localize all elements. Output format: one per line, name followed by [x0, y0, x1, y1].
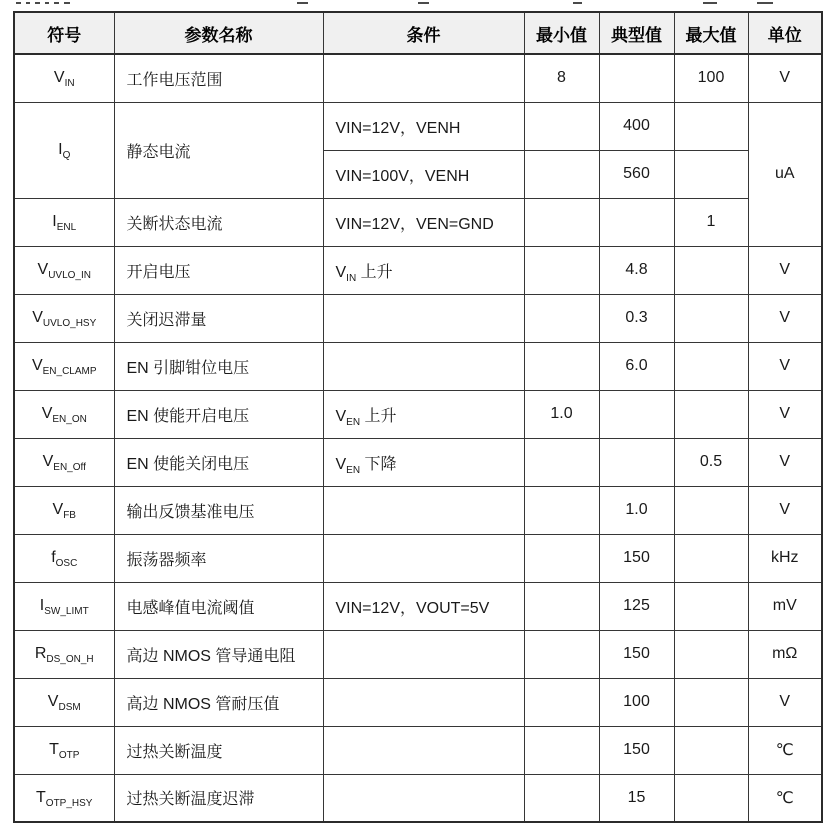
cell-max [674, 246, 748, 294]
cell-max [674, 294, 748, 342]
column-header-unit: 单位 [748, 12, 822, 54]
cell-param: 高边 NMOS 管耐压值 [114, 678, 323, 726]
cell-typ: 4.8 [599, 246, 674, 294]
cell-max [674, 726, 748, 774]
column-header-max: 最大值 [674, 12, 748, 54]
cell-min [524, 102, 599, 150]
cell-max [674, 486, 748, 534]
table-header [14, 12, 822, 54]
cell-typ: 150 [599, 630, 674, 678]
cell-unit: ℃ [748, 774, 822, 822]
cell-max [674, 678, 748, 726]
cell-symbol: $V_{UVLO\_HSY}$ [14, 294, 114, 342]
table-row [14, 102, 822, 150]
cell-cond [323, 54, 524, 102]
cell-unit: kHz [748, 534, 822, 582]
table-body [14, 54, 822, 822]
cell-min [524, 774, 599, 822]
table-row [14, 294, 822, 342]
cell-unit: uA [748, 102, 822, 246]
cell-cond: $V_{IN}$ 上升 [323, 246, 524, 294]
cell-cond [323, 294, 524, 342]
cell-symbol: $I_Q$ [14, 102, 114, 198]
cell-symbol: $R_{DS\_ON\_H}$ [14, 630, 114, 678]
cell-cond [323, 726, 524, 774]
cell-symbol: $V_{EN\_ON}$ [14, 390, 114, 438]
cell-unit: V [748, 54, 822, 102]
cell-symbol: $V_{IN}$ [14, 54, 114, 102]
cell-typ: 6.0 [599, 342, 674, 390]
cell-param: 关闭迟滞量 [114, 294, 323, 342]
cell-min [524, 534, 599, 582]
column-header-param: 参数名称 [114, 12, 323, 54]
cell-symbol: $V_{EN\_Off}$ [14, 438, 114, 486]
cell-unit: V [748, 246, 822, 294]
cell-typ: 15 [599, 774, 674, 822]
cell-min [524, 678, 599, 726]
cell-symbol: $T_{OTP}$ [14, 726, 114, 774]
table-row [14, 54, 822, 102]
cell-min [524, 246, 599, 294]
column-header-symbol: 符号 [14, 12, 114, 54]
cell-unit: V [748, 390, 822, 438]
cell-param: EN 引脚钳位电压 [114, 342, 323, 390]
cell-cond [323, 534, 524, 582]
table-row [14, 342, 822, 390]
cell-unit: mV [748, 582, 822, 630]
cell-unit: V [748, 678, 822, 726]
table-row [14, 630, 822, 678]
electrical-characteristics-table [13, 11, 823, 823]
cell-cond: $V_{EN}$ 下降 [323, 438, 524, 486]
table-row [14, 390, 822, 438]
cell-min [524, 486, 599, 534]
cell-typ [599, 390, 674, 438]
table-row [14, 198, 822, 246]
cell-min [524, 342, 599, 390]
cell-max [674, 774, 748, 822]
cell-param: 高边 NMOS 管导通电阻 [114, 630, 323, 678]
cell-cond [323, 678, 524, 726]
cell-param: 工作电压范围 [114, 54, 323, 102]
cell-min [524, 630, 599, 678]
column-header-typ: 典型值 [599, 12, 674, 54]
cell-param: 过热关断温度迟滞 [114, 774, 323, 822]
cell-unit: V [748, 438, 822, 486]
cell-typ: 560 [599, 150, 674, 198]
cell-max [674, 102, 748, 150]
cell-unit: ℃ [748, 726, 822, 774]
cell-cond [323, 774, 524, 822]
cell-max [674, 390, 748, 438]
cell-param: 过热关断温度 [114, 726, 323, 774]
cell-cond [323, 486, 524, 534]
cell-typ [599, 54, 674, 102]
table-row [14, 486, 822, 534]
cell-symbol: $V_{UVLO\_IN}$ [14, 246, 114, 294]
table-header-row [14, 12, 822, 54]
cell-symbol: $V_{DSM}$ [14, 678, 114, 726]
cell-min [524, 294, 599, 342]
cell-min [524, 198, 599, 246]
cell-max: 100 [674, 54, 748, 102]
cell-min: 1.0 [524, 390, 599, 438]
cell-max [674, 630, 748, 678]
cell-typ: 100 [599, 678, 674, 726]
cell-symbol: $V_{FB}$ [14, 486, 114, 534]
table-row [14, 726, 822, 774]
cell-typ [599, 198, 674, 246]
cell-param: 关断状态电流 [114, 198, 323, 246]
cell-typ: 150 [599, 534, 674, 582]
table-row [14, 438, 822, 486]
cell-param: 静态电流 [114, 102, 323, 198]
cell-max: 0.5 [674, 438, 748, 486]
cell-min [524, 438, 599, 486]
cell-typ: 1.0 [599, 486, 674, 534]
cell-min: 8 [524, 54, 599, 102]
cell-unit: V [748, 486, 822, 534]
cell-param: 开启电压 [114, 246, 323, 294]
cell-max: 1 [674, 198, 748, 246]
cell-symbol: $T_{OTP\_HSY}$ [14, 774, 114, 822]
cell-param: 电感峰值电流阈值 [114, 582, 323, 630]
cell-min [524, 150, 599, 198]
cell-min [524, 582, 599, 630]
column-header-min: 最小值 [524, 12, 599, 54]
cell-param: 振荡器频率 [114, 534, 323, 582]
cell-typ: 125 [599, 582, 674, 630]
table-row [14, 582, 822, 630]
cell-typ: 0.3 [599, 294, 674, 342]
cell-typ: 400 [599, 102, 674, 150]
cell-cond: VIN=12V，VENH [323, 102, 524, 150]
table-row [14, 774, 822, 822]
cell-cond: $V_{EN}$ 上升 [323, 390, 524, 438]
cell-unit: mΩ [748, 630, 822, 678]
cell-cond: VIN=12V，VOUT=5V [323, 582, 524, 630]
cell-max [674, 534, 748, 582]
cell-param: 输出反馈基准电压 [114, 486, 323, 534]
cell-symbol: $f_{OSC}$ [14, 534, 114, 582]
clipped-text-remnant [0, 0, 829, 6]
table-row [14, 246, 822, 294]
cell-min [524, 726, 599, 774]
cell-param: EN 使能开启电压 [114, 390, 323, 438]
cell-symbol: $V_{EN\_CLAMP}$ [14, 342, 114, 390]
cell-unit: V [748, 342, 822, 390]
table-row [14, 534, 822, 582]
cell-symbol: $I_{ENL}$ [14, 198, 114, 246]
cell-max [674, 150, 748, 198]
cell-max [674, 342, 748, 390]
cell-symbol: $I_{SW\_LIMT}$ [14, 582, 114, 630]
cell-param: EN 使能关闭电压 [114, 438, 323, 486]
cell-typ [599, 438, 674, 486]
cell-cond: VIN=100V，VENH [323, 150, 524, 198]
cell-max [674, 582, 748, 630]
column-header-condition: 条件 [323, 12, 524, 54]
cell-unit: V [748, 294, 822, 342]
cell-cond [323, 342, 524, 390]
cell-typ: 150 [599, 726, 674, 774]
cell-cond [323, 630, 524, 678]
table-row [14, 678, 822, 726]
cell-cond: VIN=12V，VEN=GND [323, 198, 524, 246]
